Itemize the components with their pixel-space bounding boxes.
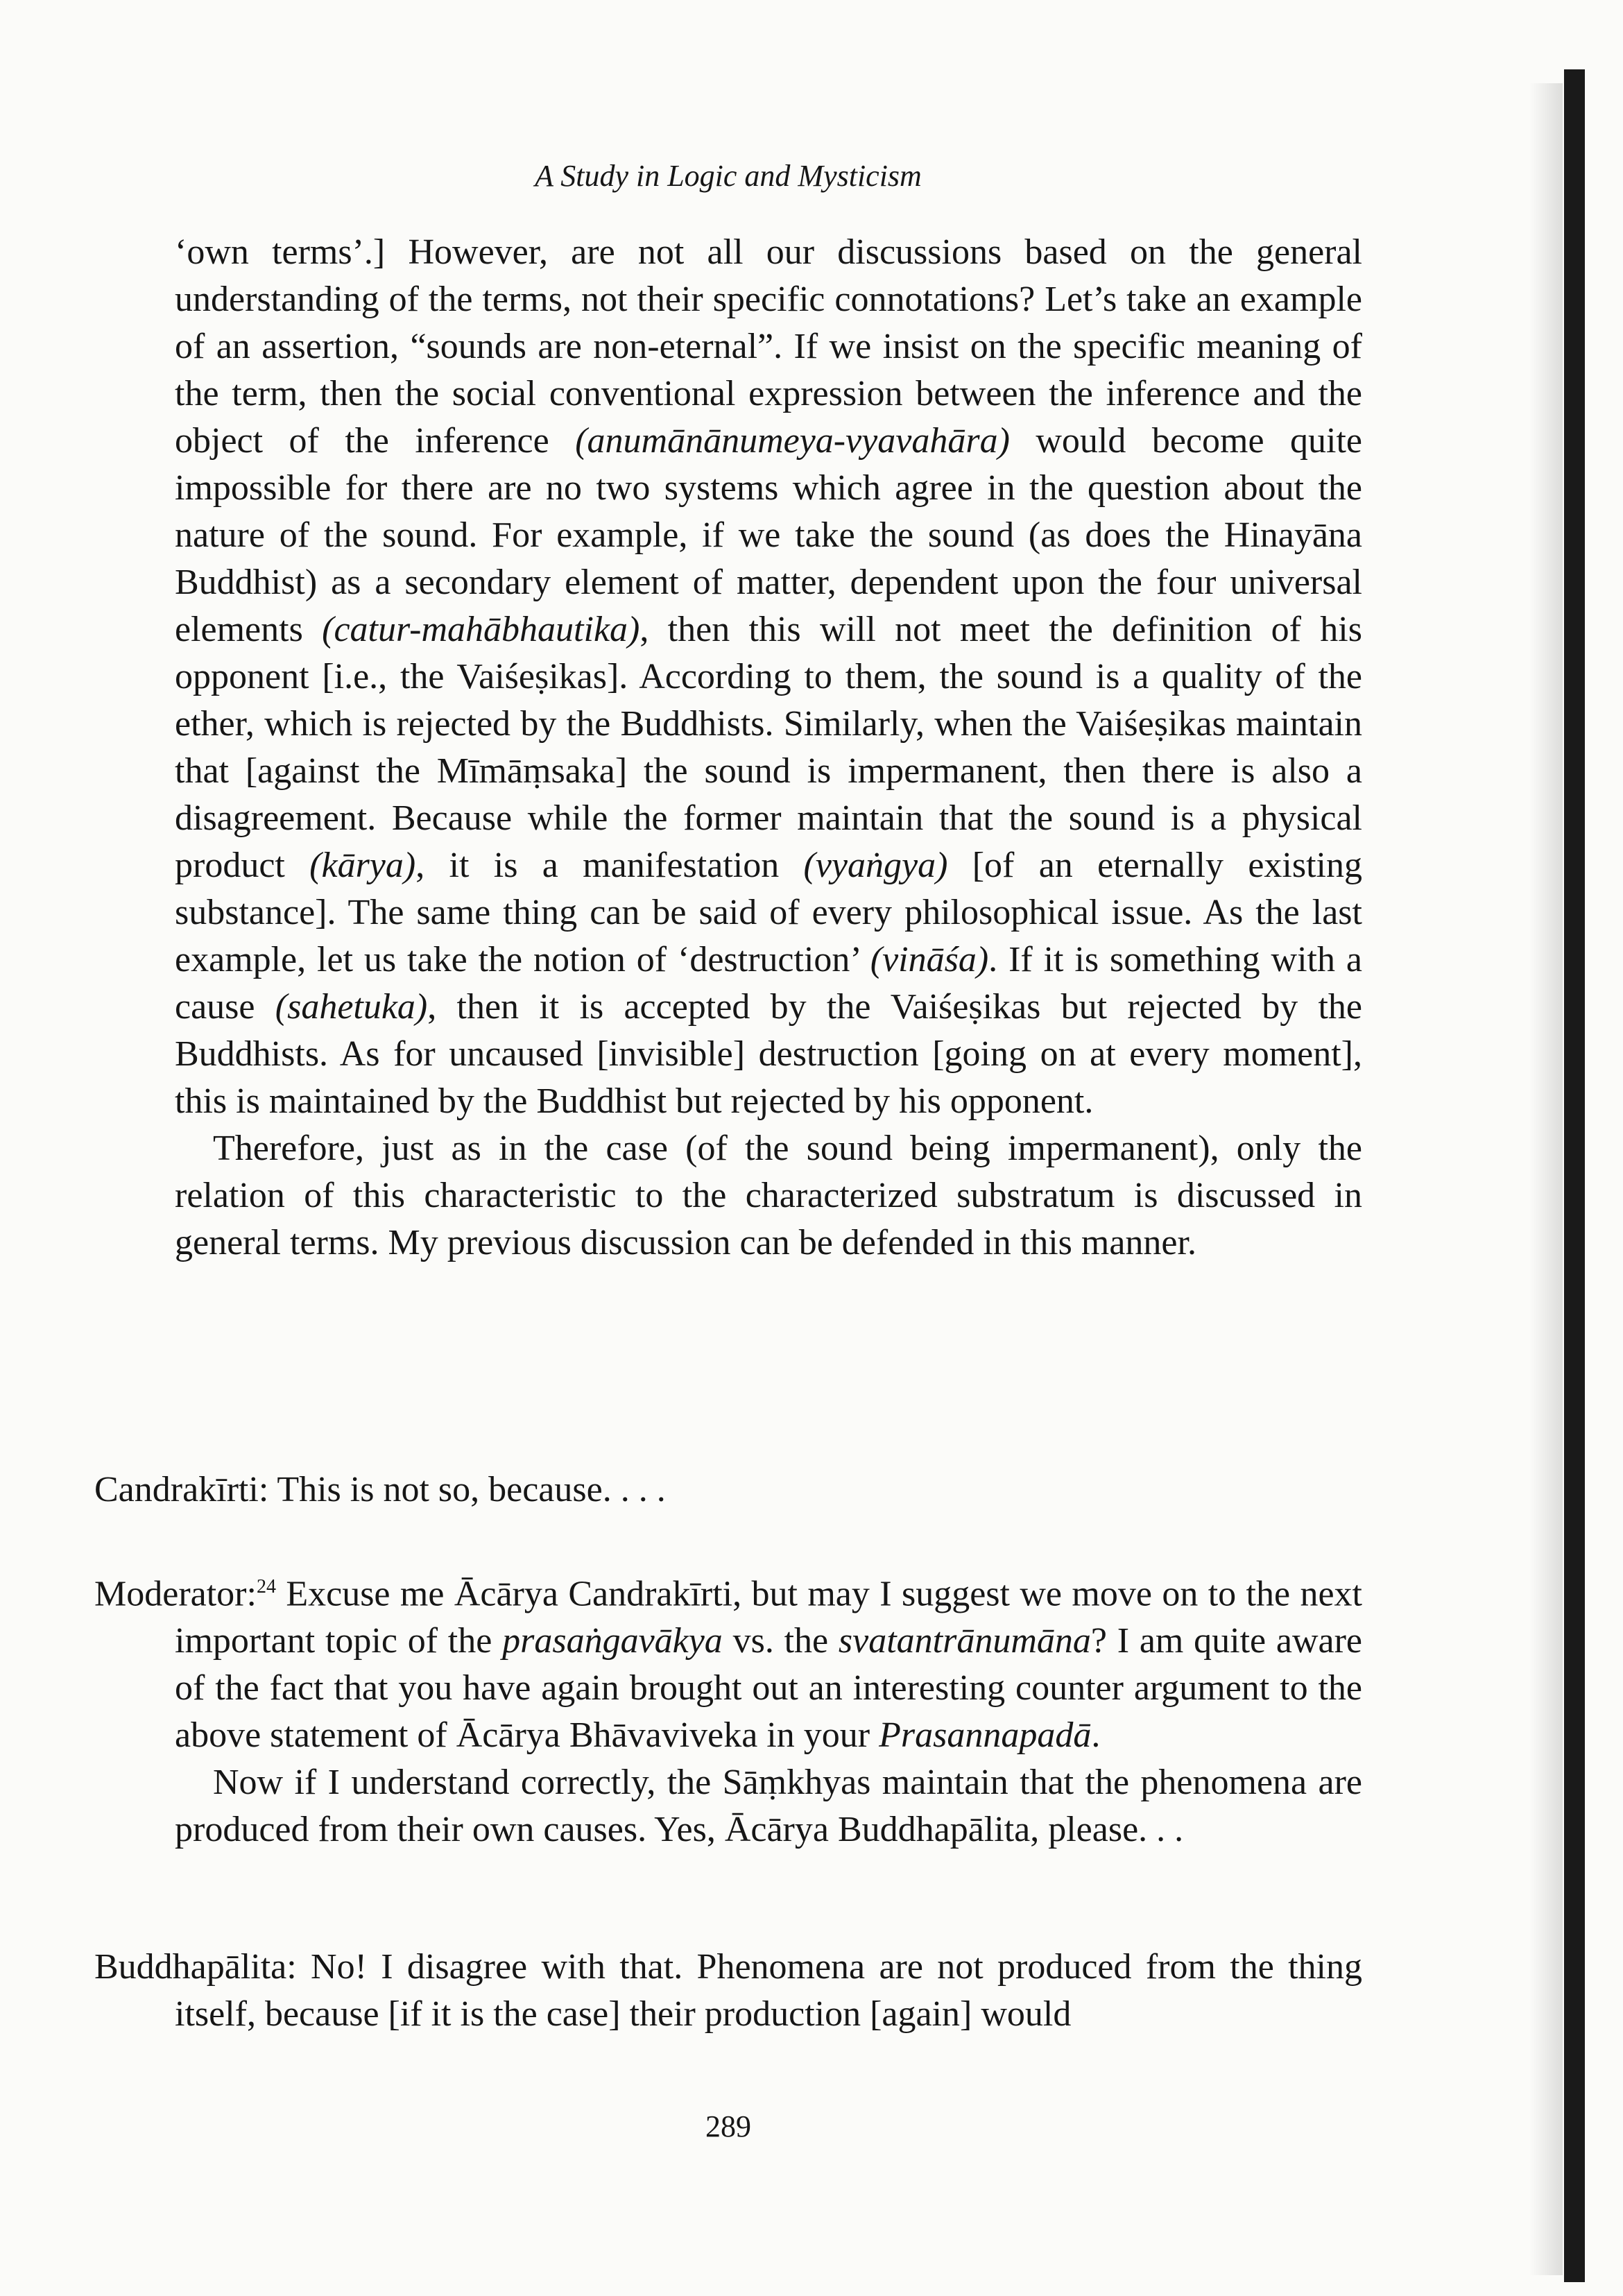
paragraph-2 — [175, 1125, 1362, 1267]
speaker-label: Moderator: — [94, 1574, 257, 1614]
text-run: Excuse me Ācārya Candrakīrti, but may I suggest we move on to the next important topic of the — [175, 1574, 1363, 1661]
speech-text: No! I disagree with that. Phenomena are not produced from the thing itself, because [if it is the case] their production [again] would — [175, 1947, 1362, 2034]
footnote-marker: 24 — [256, 1576, 276, 1597]
text-run: ? I am quite aware of the fact that you have again brought out an interesting counter argument to the above statement of Ācārya Bhāvaviveka in your — [175, 1621, 1362, 1756]
text-run: . If it is something with a cause — [175, 940, 1362, 1027]
text-run: , then this will not meet the definition of his opponent [i.e., the Vaiśeṣikas]. According to them, the sound is a quality of the ether, which is rejected by the Buddhists. Similarly, when the Vaiśeṣikas maintain that [against the Mīmāṃsaka] the sound is impermanent, then there is also a disagreement. Because while the former maintain that the sound is a physical product — [175, 610, 1362, 885]
text-run: Therefore, just as in the case (of the sound being impermanent), only the relation of this characteristic to the characterized substratum is discussed in general terms. My previous discussion can be defended in this manner. — [175, 1129, 1362, 1262]
text-run: would become quite impossible for there are no two systems which agree in the question about the nature of the sound. For example, if we take the sound (as does the Hinayāna Buddhist) as a secondary element of matter, dependent upon the four universal elements — [175, 421, 1362, 649]
text-run: . — [1091, 1715, 1101, 1756]
text-run: (kārya) — [309, 846, 416, 885]
speaker-label: Candrakīrti: — [94, 1470, 269, 1509]
body-text — [175, 229, 1362, 1267]
paragraph-1 — [175, 229, 1362, 1125]
text-run: Prasannapadā — [879, 1715, 1092, 1756]
moderator-paragraph-2 — [94, 1759, 1362, 1853]
speech-text: This is not so, because. . . . — [277, 1470, 666, 1509]
dialogue-buddhapalita — [94, 1944, 1362, 2038]
running-header: A Study in Logic and Mysticism — [535, 159, 922, 193]
speaker-label: Buddhapālita: — [94, 1947, 297, 1987]
moderator-paragraph-1 — [94, 1563, 1362, 1759]
text-run: (sahetuka) — [275, 987, 428, 1027]
text-run: , it is a manifestation — [415, 846, 804, 885]
text-run: (vyaṅgya) — [803, 846, 948, 885]
text-run: (anumānānumeya-vyavahāra) — [575, 421, 1010, 461]
book-spine-edge — [1564, 69, 1585, 2282]
text-run: (vināśa) — [870, 940, 989, 979]
text-run: vs. the — [722, 1621, 839, 1661]
text-run: svatantrānumāna — [838, 1621, 1091, 1661]
text-run: , then it is accepted by the Vaiśeṣikas but rejected by the Buddhists. As for uncaused [invisible] destruction [going on at every moment], this is maintained by the Buddhist but rejected by his opponent. — [175, 987, 1362, 1121]
dialogue-candrakirti — [94, 1466, 1362, 1514]
text-run: prasaṅgavākya — [502, 1621, 723, 1661]
page-gutter-shadow — [1529, 83, 1563, 2275]
buddhapalita-paragraph — [94, 1944, 1362, 2038]
moderator-text-1 — [175, 1574, 1362, 1755]
page-number: 289 — [705, 2109, 751, 2143]
text-run: [of an eternally existing substance]. The same thing can be said of every philosophical issue. As the last example, let us take the notion of ‘destruction’ — [175, 846, 1362, 979]
text-run: ‘own terms’.] However, are not all our discussions based on the general understanding of the terms, not their specific connotations? Let’s take an example of an assertion, “sounds are non-eternal”. If we insist on the specific meaning of the term, then the social conventional expression between the inference and the object of the inference — [175, 232, 1362, 461]
text-run: (catur-mahābhautika) — [322, 610, 640, 649]
text-run: Now if I understand correctly, the Sāṃkhyas maintain that the phenomena are produced from their own causes. Yes, Ācārya Buddhapālita, please. . . — [175, 1763, 1362, 1850]
dialogue-moderator — [94, 1563, 1362, 1853]
